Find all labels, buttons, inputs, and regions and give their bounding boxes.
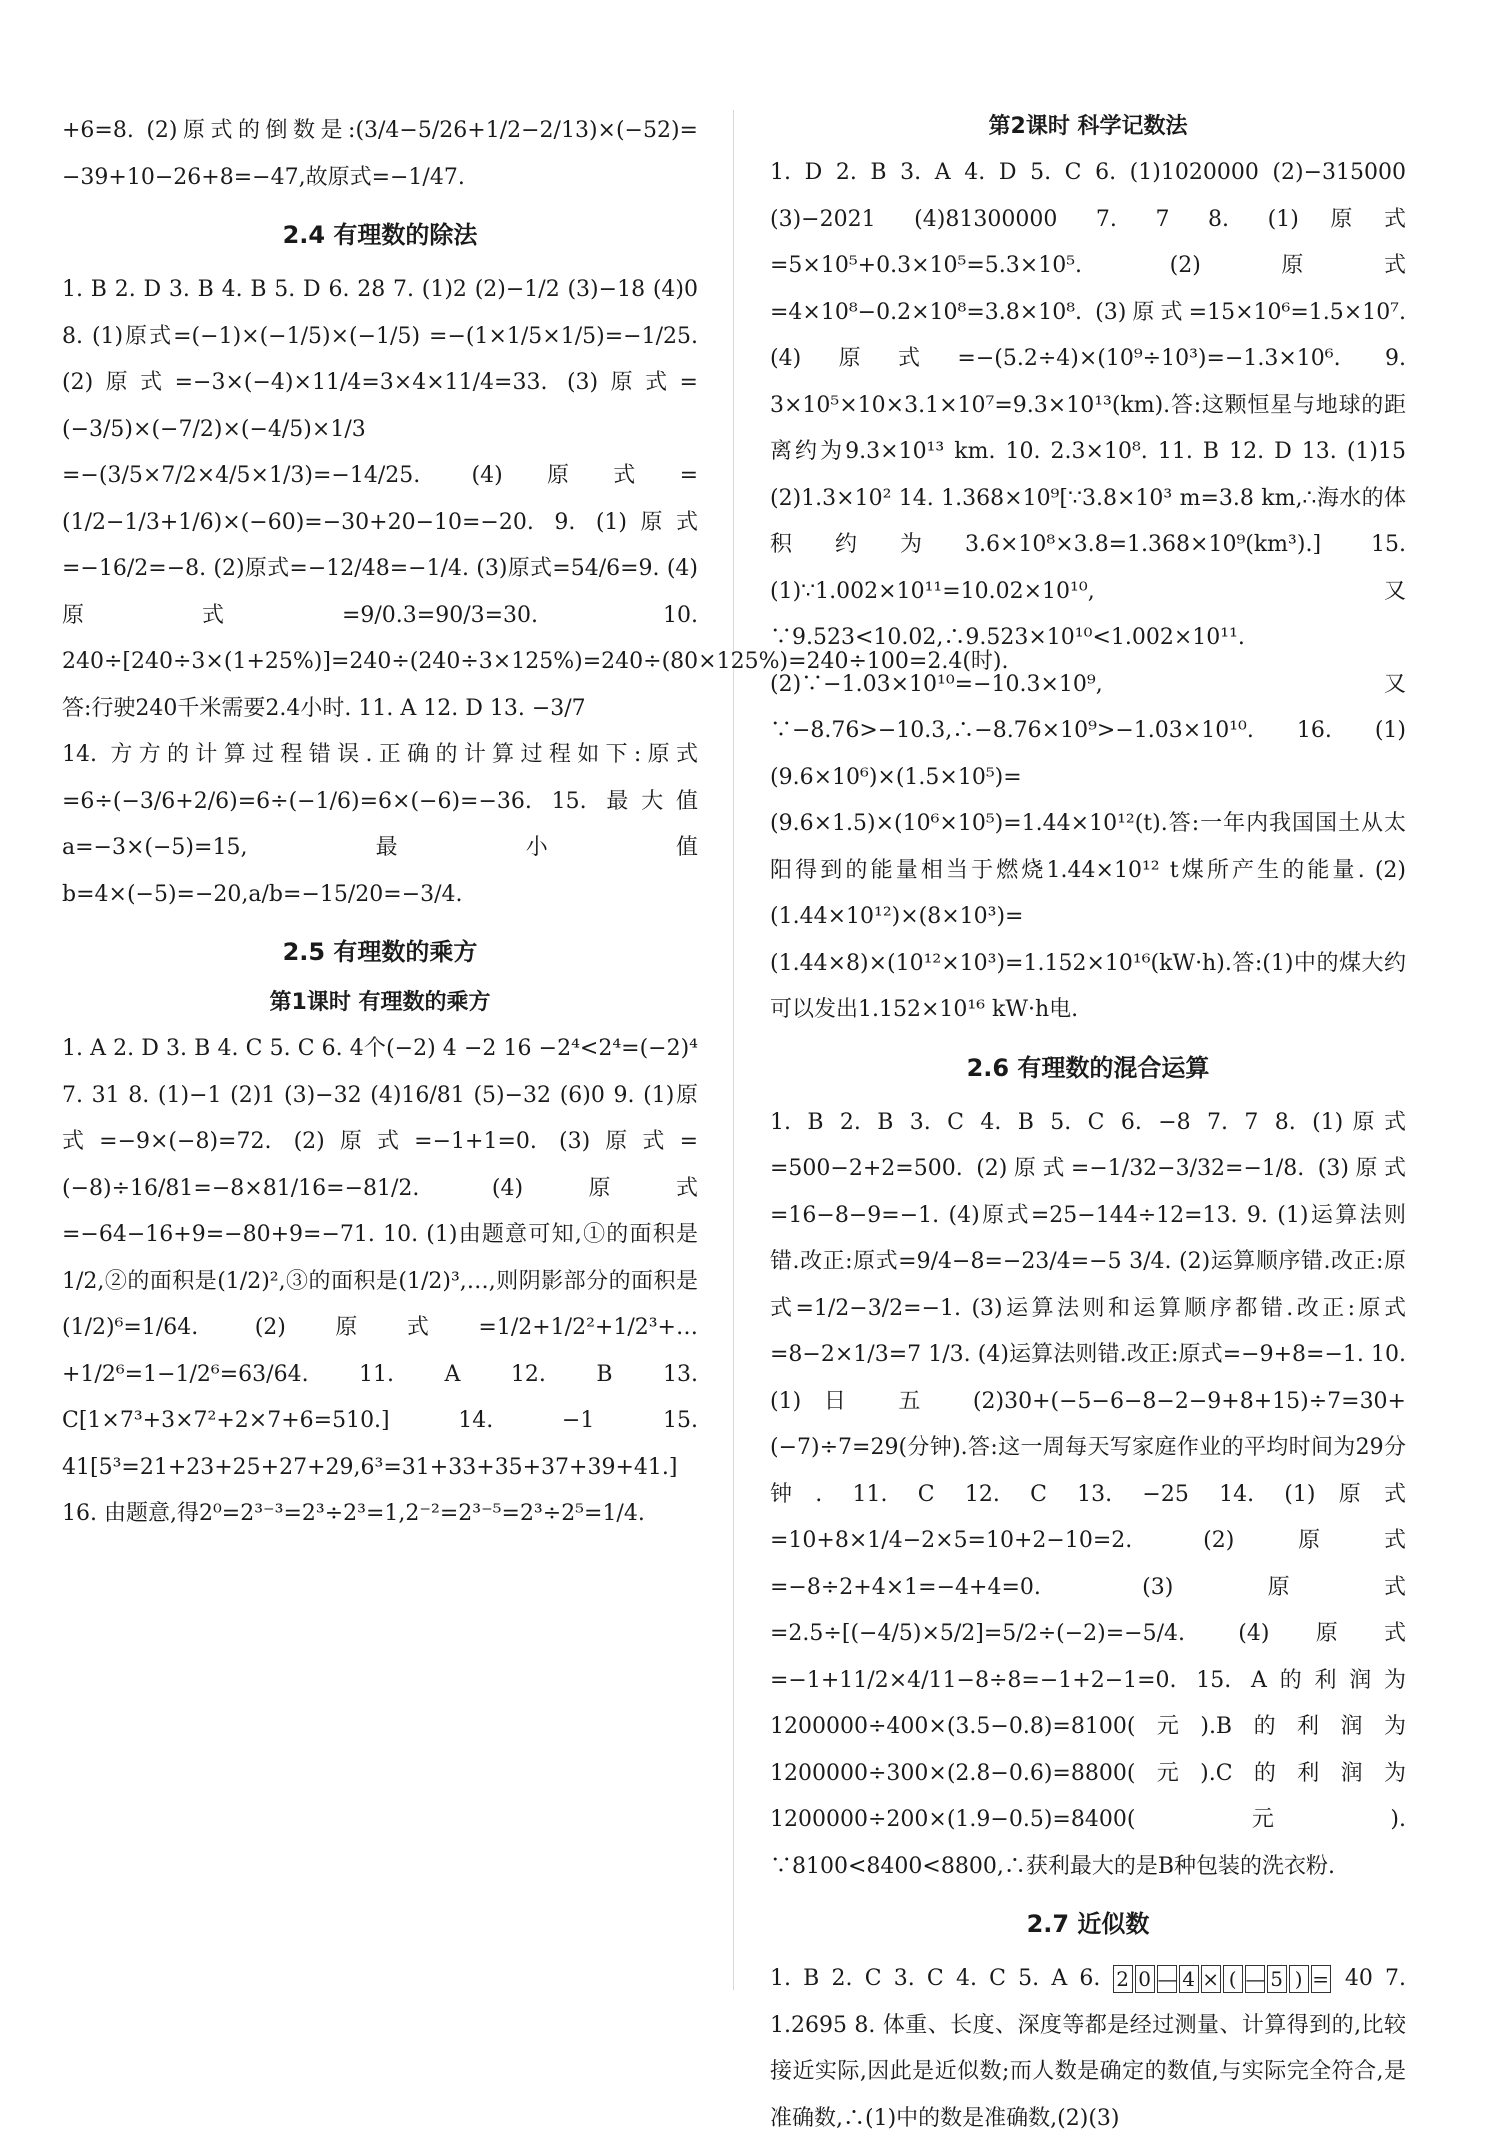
section-title-2-5: 2.5 有理数的乘方: [282, 938, 478, 966]
lesson-2-title: 第2课时 科学记数法: [988, 114, 1188, 139]
section-title-2-7: 2.7 近似数: [1026, 1910, 1150, 1938]
continued-answer: +6=8. (2)原式的倒数是:(3/4−5/26+1/2−2/13)×(−52)= −39+10−26+8=−47,故原式=−1/47.: [62, 118, 698, 190]
section-2-7-answers: [770, 1956, 1406, 2142]
section-2-7-answers-part-a: 1. B 2. C 3. C 4. C 5. A 6.: [770, 1966, 1101, 1991]
answer-box: 5: [1267, 1965, 1287, 1993]
section-2-4-answer-14: 14. 方方的计算过程错误.正确的计算过程如下:原式=6÷(−3/6+2/6)=6÷(−1/6)=6×(−6)=−36. 15. 最大值a=−3×(−5)=15,最小值b=4×(−5)=−20,a/b=−15/20=−3/4.: [62, 742, 698, 907]
section-2-7-answers-part-b: 40 7. 1.2695 8. 体重、长度、深度等都是经过测量、计算得到的,比较接近实际,因此是近似数;而人数是确定的数值,与实际完全符合,是准确数,∴(1)中的数是准确数,(2)(3): [770, 1966, 1407, 2131]
left-column: [62, 108, 1009, 1538]
section-2-6-answers: 1. B 2. B 3. C 4. B 5. C 6. −8 7. 7 8. (1)原式=500−2+2=500. (2)原式=−1/32−3/32=−1/8. (3)原式=16−8−9=−1. (4)原式=25−144÷12=13. 9. (1)运算法则错.改正:原式=9/4−8=−23/4=−5 3/4. (2)运算顺序错.改正:原式=1/2−3/2=−1. (3)运算法则和运算顺序都错.改正:原式=8−2×1/3=7 1/3. (4)运算法则错.改正:原式=−9+8=−1. 10. (1)日 五 (2)30+(−5−6−8−2−9+8+15)÷7=30+(−7)÷7=29(分钟).答:这一周每天写家庭作业的平均时间为29分钟. 11. C 12. C 13. −25 14. (1)原式=10+8×1/4−2×5=10+2−10=2. (2)原式=−8÷2+4×1=−4+4=0. (3)原式=2.5÷[(−4/5)×5/2]=5/2÷(−2)=−5/4. (4)原式=−1+11/2×4/11−8÷8=−1+2−1=0. 15. A的利润为1200000÷400×(3.5−0.8)=8100(元).B的利润为1200000÷300×(2.8−0.6)=8800(元).C的利润为1200000÷200×(1.9−0.5)=8400(元). ∵8100<8400<8800,∴获利最大的是B种包装的洗衣粉.: [770, 1109, 1406, 1879]
column-divider: [733, 110, 734, 1990]
right-column: [770, 108, 1406, 2142]
section-title-2-6: 2.6 有理数的混合运算: [966, 1053, 1210, 1082]
answer-box: —: [1245, 1967, 1266, 1991]
section-2-5-lesson-1-answers: 1. A 2. D 3. B 4. C 5. C 6. 4个(−2) 4 −2 16 −2⁴<2⁴=(−2)⁴ 7. 31 8. (1)−1 (2)1 (3)−32 (4)16/81 (5)−32 (6)0 9. (1)原式=−9×(−8)=72. (2)原式=−1+1=0. (3)原式=(−8)÷16/81=−8×81/16=−81/2. (4)原式=−64−16+9=−80+9=−71. 10. (1)由题意可知,①的面积是1/2,②的面积是(1/2)²,③的面积是(1/2)³,…,则阴影部分的面积是(1/2)⁶=1/64. (2)原式=1/2+1/2²+1/2³+…+1/2⁶=1−1/2⁶=63/64. 11. A 12. B 13. C[1×7³+3×7²+2×7+6=510.] 14. −1 15. 41[5³=21+23+25+27+29,6³=31+33+35+37+39+41.] 16. 由题意,得2⁰=2³⁻³=2³÷2³=1,2⁻²=2³⁻⁵=2³÷2⁵=1/4.: [62, 1036, 698, 1526]
answer-boxes: [1113, 1966, 1345, 1991]
answer-box: —: [1157, 1967, 1178, 1991]
section-2-4-answers: 1. B 2. D 3. B 4. B 5. D 6. 28 7. (1)2 (2)−1/2 (3)−18 (4)0 8. (1)原式=(−1)×(−1/5)×(−1/5) =−(1×1/5×1/5)=−1/25. (2)原式=−3×(−4)×11/4=3×4×11/4=33. (3)原式=(−3/5)×(−7/2)×(−4/5)×1/3 =−(3/5×7/2×4/5×1/3)=−14/25. (4)原式=(1/2−1/3+1/6)×(−60)=−30+20−10=−20. 9. (1)原式=−16/2=−8. (2)原式=−12/48=−1/4. (3)原式=54/6=9. (4)原式=9/0.3=90/3=30. 10. 240÷[240÷3×(1+25%)]=240÷(240÷3×125%)=240÷(80×125%)=240÷100=2.4(时).答:行驶240千米需要2.4小时. 11. A 12. D 13. −3/7: [62, 277, 1009, 721]
answer-box: 0: [1135, 1965, 1155, 1993]
answer-box: ): [1289, 1965, 1309, 1993]
answer-box: 4: [1179, 1965, 1199, 1993]
answer-box: =: [1312, 1967, 1329, 1991]
scientific-notation-answers: 1. D 2. B 3. A 4. D 5. C 6. (1)1020000 (2)−315000 (3)−2021 (4)81300000 7. 7 8. (1)原式=5×10⁵+0.3×10⁵=5.3×10⁵. (2)原式=4×10⁸−0.2×10⁸=3.8×10⁸. (3)原式=15×10⁶=1.5×10⁷. (4)原式=−(5.2÷4)×(10⁹÷10³)=−1.3×10⁶. 9. 3×10⁵×10×3.1×10⁷=9.3×10¹³(km).答:这颗恒星与地球的距离约为9.3×10¹³ km. 10. 2.3×10⁸. 11. B 12. D 13. (1)15 (2)1.3×10² 14. 1.368×10⁹[∵3.8×10³ m=3.8 km,∴海水的体积约为3.6×10⁸×3.8=1.368×10⁹(km³).] 15. (1)∵1.002×10¹¹=10.02×10¹⁰,又∵9.523<10.02,∴9.523×10¹⁰<1.002×10¹¹. (2)∵−1.03×10¹⁰=−10.3×10⁹,又∵−8.76>−10.3,∴−8.76×10⁹>−1.03×10¹⁰. 16. (1)(9.6×10⁶)×(1.5×10⁵)=(9.6×1.5)×(10⁶×10⁵)=1.44×10¹²(t).答:一年内我国国土从太阳得到的能量相当于燃烧1.44×10¹² t煤所产生的能量. (2)(1.44×10¹²)×(8×10³)=(1.44×8)×(10¹²×10³)=1.152×10¹⁶(kW·h).答:(1)中的煤大约可以发出1.152×10¹⁶ kW·h电.: [770, 160, 1406, 1022]
answer-box: ×: [1202, 1967, 1219, 1991]
section-title-2-4: 2.4 有理数的除法: [282, 221, 478, 249]
lesson-1-title: 第1课时 有理数的乘方: [269, 990, 491, 1015]
answer-box: (: [1223, 1965, 1243, 1993]
answer-box: 2: [1113, 1965, 1133, 1993]
